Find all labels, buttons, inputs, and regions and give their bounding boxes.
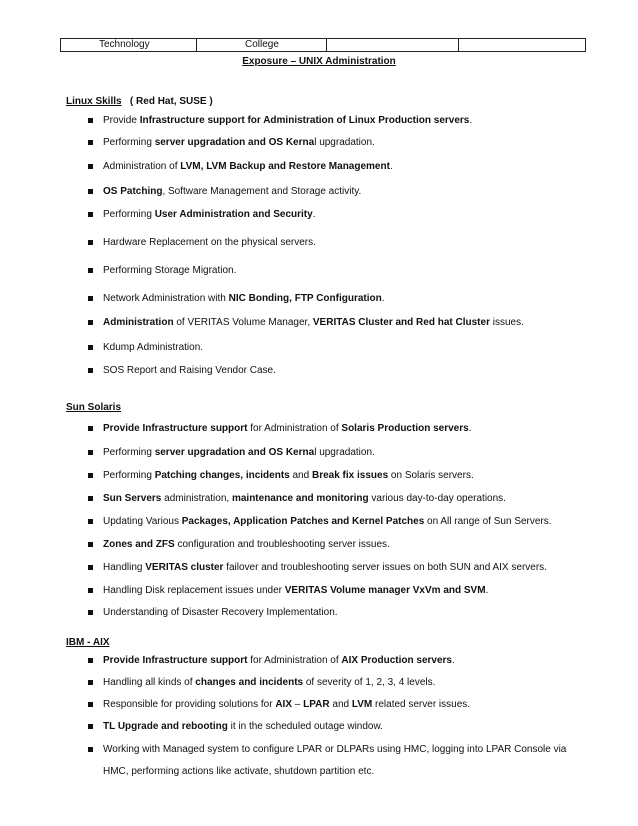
text-run: Performing Storage Migration. bbox=[103, 265, 237, 276]
square-bullet-icon bbox=[88, 296, 93, 301]
text-run: Hardware Replacement on the physical servers. bbox=[103, 237, 316, 248]
text-run: . bbox=[469, 115, 473, 126]
text-run: . bbox=[381, 293, 385, 304]
text-run: failover and troubleshooting server issues on both SUN and AIX servers. bbox=[223, 562, 547, 573]
text-run: Responsible for providing solutions for bbox=[103, 699, 276, 710]
bold-run: NIC Bonding, FTP Configuration bbox=[228, 293, 382, 304]
list-item-text bbox=[103, 743, 566, 757]
list-item-text bbox=[103, 538, 390, 552]
text-run: Performing bbox=[103, 470, 155, 481]
section-heading-suffix: ( Red Hat, SUSE ) bbox=[129, 96, 213, 107]
text-run: Kdump Administration. bbox=[103, 342, 204, 353]
list-item-text bbox=[103, 422, 471, 436]
square-bullet-icon bbox=[88, 724, 93, 729]
list-item-text bbox=[103, 208, 315, 222]
list-item-text bbox=[103, 236, 316, 250]
header-table bbox=[60, 38, 586, 52]
square-bullet-icon bbox=[88, 473, 93, 478]
bold-run: VERITAS Cluster and Red hat Cluster bbox=[312, 317, 490, 328]
list-item-text bbox=[103, 469, 474, 483]
square-bullet-icon bbox=[88, 189, 93, 194]
bold-run: Infrastructure support for Administration of Linux Production servers bbox=[139, 115, 470, 126]
bold-run: Provide Infrastructure support bbox=[103, 423, 248, 434]
square-bullet-icon bbox=[88, 426, 93, 431]
square-bullet-icon bbox=[88, 164, 93, 169]
list-item-text bbox=[103, 654, 455, 668]
bold-run: Sun Servers bbox=[103, 493, 162, 504]
list-item-text bbox=[103, 561, 547, 575]
square-bullet-icon bbox=[88, 140, 93, 145]
list-item-text bbox=[103, 341, 203, 355]
text-run: SOS Report and Raising Vendor Case. bbox=[103, 365, 276, 376]
bold-run: LVM bbox=[351, 699, 373, 710]
bold-run: TL Upgrade and rebooting bbox=[103, 721, 228, 732]
text-run: . bbox=[389, 161, 393, 172]
text-run: Handling bbox=[103, 562, 146, 573]
square-bullet-icon bbox=[88, 519, 93, 524]
square-bullet-icon bbox=[88, 345, 93, 350]
text-run: Performing bbox=[103, 447, 155, 458]
text-run: . bbox=[452, 655, 455, 666]
text-run: Understanding of Disaster Recovery Implementation. bbox=[103, 607, 338, 618]
list-item-text bbox=[103, 676, 435, 690]
list-item-text bbox=[103, 364, 276, 378]
header-cell-technology: Technology bbox=[61, 39, 197, 51]
text-run: on All range of Sun Servers. bbox=[424, 516, 552, 527]
text-run: on Solaris servers. bbox=[388, 470, 474, 481]
text-run: l upgradation. bbox=[314, 447, 375, 458]
section-heading-label: Linux Skills bbox=[66, 96, 122, 107]
section-heading-aix bbox=[66, 637, 110, 648]
text-run: l upgradation. bbox=[314, 137, 375, 148]
list-item-text bbox=[103, 720, 383, 734]
list-item-continuation: HMC, performing actions like activate, shutdown partition etc. bbox=[103, 766, 375, 777]
list-item-text bbox=[103, 264, 236, 278]
text-run: of severity of 1, 2, 3, 4 levels. bbox=[303, 677, 436, 688]
square-bullet-icon bbox=[88, 320, 93, 325]
list-item-text bbox=[103, 584, 488, 598]
text-run: Handling Disk replacement issues under bbox=[103, 585, 285, 596]
text-run: and bbox=[329, 699, 352, 710]
text-run: for Administration of bbox=[247, 423, 342, 434]
bold-run: VERITAS cluster bbox=[145, 562, 224, 573]
section-heading-solaris bbox=[66, 402, 121, 413]
list-item-text bbox=[103, 136, 375, 150]
bold-run: OS Patching bbox=[103, 186, 163, 197]
bold-run: Administration bbox=[103, 317, 174, 328]
text-run: Updating Various bbox=[103, 516, 182, 527]
bold-run: server upgradation and OS Kerna bbox=[154, 137, 315, 148]
header-cell-college: College bbox=[197, 39, 327, 51]
list-item-text bbox=[103, 160, 393, 174]
header-cell-empty bbox=[459, 39, 585, 51]
square-bullet-icon bbox=[88, 747, 93, 752]
text-run: administration, bbox=[161, 493, 232, 504]
page-title: Exposure – UNIX Administration bbox=[242, 56, 396, 67]
square-bullet-icon bbox=[88, 588, 93, 593]
text-run: Administration of bbox=[103, 161, 181, 172]
list-item-text bbox=[103, 698, 470, 712]
text-run: Working with Managed system to configure LPAR or DLPARs using HMC, logging into LPAR Console via bbox=[103, 744, 567, 755]
bold-run: Packages, Application Patches and Kernel Patches bbox=[181, 516, 425, 527]
text-run: and bbox=[289, 470, 312, 481]
text-run: . bbox=[312, 209, 316, 220]
square-bullet-icon bbox=[88, 658, 93, 663]
list-item-text bbox=[103, 316, 524, 330]
bold-run: changes and incidents bbox=[195, 677, 304, 688]
text-run: related server issues. bbox=[372, 699, 471, 710]
list-item-text bbox=[103, 185, 361, 199]
text-run: of VERITAS Volume Manager, bbox=[173, 317, 313, 328]
square-bullet-icon bbox=[88, 702, 93, 707]
list-item-text bbox=[103, 292, 385, 306]
square-bullet-icon bbox=[88, 118, 93, 123]
section-heading-label: Sun Solaris bbox=[66, 402, 122, 413]
text-run: Handling all kinds of bbox=[103, 677, 196, 688]
bold-run: LVM, LVM Backup and Restore Management bbox=[180, 161, 390, 172]
list-item-text bbox=[103, 492, 506, 506]
text-run: Performing bbox=[103, 137, 155, 148]
section-heading-label: IBM - AIX bbox=[66, 637, 110, 648]
bold-run: VERITAS Volume manager VxVm and SVM bbox=[284, 585, 486, 596]
bold-run: Break fix issues bbox=[311, 470, 389, 481]
text-run: for Administration of bbox=[247, 655, 342, 666]
square-bullet-icon bbox=[88, 610, 93, 615]
bold-run: LPAR bbox=[303, 699, 330, 710]
text-run: . bbox=[485, 585, 489, 596]
text-run: , Software Management and Storage activity. bbox=[162, 186, 362, 197]
bold-run: AIX Production servers bbox=[341, 655, 452, 666]
text-run: . bbox=[468, 423, 472, 434]
square-bullet-icon bbox=[88, 542, 93, 547]
bold-run: Zones and ZFS bbox=[103, 539, 175, 550]
square-bullet-icon bbox=[88, 565, 93, 570]
list-item-text bbox=[103, 446, 375, 460]
square-bullet-icon bbox=[88, 368, 93, 373]
section-heading-linux bbox=[66, 96, 213, 107]
text-run: – bbox=[292, 699, 304, 710]
square-bullet-icon bbox=[88, 212, 93, 217]
list-item-text bbox=[103, 114, 472, 128]
square-bullet-icon bbox=[88, 496, 93, 501]
bold-run: User Administration and Security bbox=[154, 209, 313, 220]
header-cell-empty bbox=[327, 39, 459, 51]
text-run: it in the scheduled outage window. bbox=[227, 721, 383, 732]
text-run: configuration and troubleshooting server issues. bbox=[174, 539, 390, 550]
text-run: Provide bbox=[103, 115, 140, 126]
square-bullet-icon bbox=[88, 680, 93, 685]
square-bullet-icon bbox=[88, 450, 93, 455]
text-run: various day-to-day operations. bbox=[368, 493, 506, 504]
list-item-text bbox=[103, 606, 338, 620]
bold-run: server upgradation and OS Kerna bbox=[154, 447, 315, 458]
text-run: Performing bbox=[103, 209, 155, 220]
square-bullet-icon bbox=[88, 268, 93, 273]
bold-run: Patching changes, incidents bbox=[154, 470, 290, 481]
text-run: issues. bbox=[489, 317, 524, 328]
text-run: Network Administration with bbox=[103, 293, 229, 304]
bold-run: AIX bbox=[275, 699, 292, 710]
square-bullet-icon bbox=[88, 240, 93, 245]
bold-run: Provide Infrastructure support bbox=[103, 655, 248, 666]
bold-run: Solaris Production servers bbox=[341, 423, 469, 434]
bold-run: maintenance and monitoring bbox=[231, 493, 369, 504]
list-item-text bbox=[103, 515, 552, 529]
